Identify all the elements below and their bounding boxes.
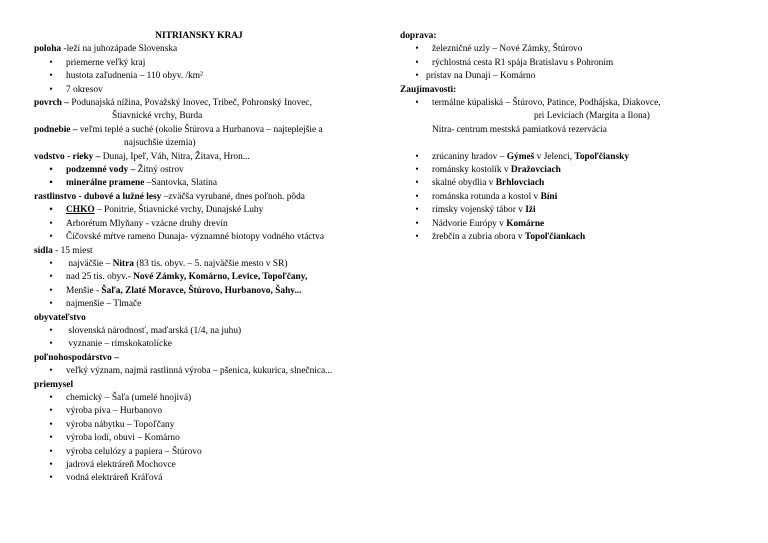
bullet-icon: •: [49, 57, 53, 68]
list-item: • veľký význam, najmä rastlinná výroba – pšenica, kukurica, slnečnica...: [34, 365, 394, 378]
bullet-icon: •: [49, 406, 53, 417]
podnebie-label: podnebie –: [34, 124, 80, 135]
left-column: [34, 30, 394, 486]
bullet-icon: •: [415, 151, 419, 162]
zaujimavosti-label: Zaujímavosti:: [400, 84, 457, 95]
chko-label: CHKO: [66, 205, 95, 216]
list-item: • výroba nábytku – Topoľčany: [34, 419, 394, 432]
poloha-text: -leží na juhozápade Slovenska: [61, 44, 178, 55]
sidla-label: sídla: [34, 245, 53, 256]
bullet-icon: •: [415, 44, 419, 55]
bullet-icon: •: [49, 392, 53, 403]
podnebie-continuation: najsuchšie územia): [124, 138, 196, 149]
list-item: • rímsky vojenský tábor v Iži: [400, 204, 750, 217]
list-item: • najväčšie – Nitra (83 tis. obyv. – 5. najväčšie mesto v SR): [34, 258, 394, 271]
poloha-label: poloha: [34, 44, 62, 55]
page-title: NITRIANSKY KRAJ: [155, 31, 243, 41]
list-item: • Číčovské mŕtve rameno Dunaja- významné biotopy vodného vtáctva: [34, 231, 394, 244]
list-item: • zrúcaniny hradov – Gýmeš v Jelenci, Topoľčiansky: [400, 151, 750, 164]
list-item: • výroba piva – Hurbanovo: [34, 405, 394, 418]
polnohospodarstvo-label: poľnohospodárstvo –: [34, 352, 119, 363]
bullet-icon: •: [49, 232, 53, 243]
bullet-icon: •: [415, 98, 419, 109]
bullet-icon: •: [49, 366, 53, 377]
bullet-icon: •: [49, 299, 53, 310]
bullet-icon: •: [49, 218, 53, 229]
povrch-line: povrch – Podunajská nížina, Považský Inovec, Tribeč, Pohronský Inovec,: [34, 98, 312, 109]
bullet-icon: •: [415, 57, 419, 68]
list-item: • vodná elektráreň Kráľová: [34, 472, 394, 485]
bullet-icon: •: [49, 419, 53, 430]
rastlinstvo-label: rastlinstvo -: [34, 191, 84, 202]
list-item: • 7 okresov: [34, 84, 394, 97]
bullet-icon: •: [49, 473, 53, 484]
priemysel-label: priemysel: [34, 379, 74, 390]
bullet-icon: •: [49, 71, 53, 82]
list-item: • železničné uzly – Nové Zámky, Štúrovo: [400, 43, 750, 56]
list-item: • prístav na Dunaji – Komárno: [400, 70, 750, 83]
list-item: • Menšie - Šaľa, Zlaté Moravce, Štúrovo, Hurbanovo, Šahy...: [34, 285, 394, 298]
list-item: • jadrová elektráreň Mochovce: [34, 459, 394, 472]
bullet-icon: •: [49, 460, 53, 470]
list-item: • Arborétum Mlyňany - vzácne druhy drevín: [34, 218, 394, 231]
list-item: • rýchlostná cesta R1 spája Bratislavu s Pohroním: [400, 57, 750, 70]
list-item: • výroba celulózy a papiera – Štúrovo: [34, 446, 394, 459]
list-item: • CHKO – Ponitrie, Štiavnické vrchy, Dunajské Luhy: [34, 204, 394, 217]
list-item: • minerálne pramene –Santovka, Slatina: [34, 177, 394, 190]
list-item: • termálne kúpaliská – Štúrovo, Patince, Podhájska, Diakovce,: [400, 97, 750, 110]
bullet-icon: •: [415, 178, 419, 189]
list-item: • najmenšie – Tlmače: [34, 298, 394, 311]
right-column: [400, 30, 750, 245]
bullet-icon: •: [49, 433, 53, 444]
list-item: • výroba lodí, obuvi – Komárno: [34, 432, 394, 445]
list-item: • románsky kostolík v Dražovciach: [400, 164, 750, 177]
bullet-icon: •: [49, 325, 53, 336]
bullet-icon: •: [415, 205, 419, 216]
list-item: • hustota zaľudnenia – 110 obyv. /km²: [34, 70, 394, 83]
doprava-label: doprava:: [400, 31, 437, 41]
rastlinstvo-line: rastlinstvo - dubové a lužné lesy –zväčša vyrubané, dnes poľnoh. pôda: [34, 191, 305, 202]
poloha-line: [34, 43, 394, 56]
list-item: • žrebčín a zubria obora v Topoľčiankach: [400, 231, 750, 244]
bullet-icon: •: [49, 285, 53, 296]
list-item: • Nádvorie Európy v Komárne: [400, 218, 750, 231]
bullet-icon: •: [49, 178, 53, 189]
bullet-icon: •: [415, 218, 419, 229]
list-item: • vyznanie – rímskokatolícke: [34, 338, 394, 351]
sidla-line: sídla - 15 miest: [34, 245, 93, 256]
list-item-continuation: pri Leviciach (Margita a Ilona): [534, 111, 650, 122]
bullet-icon: •: [49, 84, 53, 95]
list-item: • priemerne veľký kraj: [34, 57, 394, 70]
list-item: • nad 25 tis. obyv.- Nové Zámky, Komárno, Levice, Topoľčany,: [34, 271, 394, 284]
list-item: • chemický – Šaľa (umelé hnojivá): [34, 392, 394, 405]
podnebie-line: podnebie – veľmi teplé a suché (okolie Štúrova a Hurbanova – najteplejšie a: [34, 124, 323, 135]
obyvatelstvo-label: obyvateľstvo: [34, 312, 86, 323]
bullet-icon: •: [49, 446, 53, 457]
bullet-icon: •: [49, 339, 53, 350]
blank-line: [400, 137, 750, 150]
povrch-label: povrch –: [34, 98, 72, 109]
bullet-icon: •: [49, 165, 53, 176]
list-item: • skalné obydlia v Brhlovciach: [400, 177, 750, 190]
bullet-icon: •: [415, 71, 419, 82]
bullet-icon: •: [49, 272, 53, 283]
bullet-icon: •: [415, 191, 419, 202]
povrch-continuation: Štiavnické vrchy, Burda: [112, 111, 203, 122]
bullet-icon: •: [415, 165, 419, 176]
bullet-icon: •: [415, 232, 419, 243]
vodstvo-line: vodstvo - rieky – Dunaj, Ipeľ, Váh, Nitra, Žitava, Hron...: [34, 151, 250, 162]
bullet-icon: •: [49, 205, 53, 216]
list-item: • slovenská národnosť, maďarská (1/4, na juhu): [34, 325, 394, 338]
pamiatka-line: Nitra- centrum mestská pamiatková rezervácia: [432, 124, 607, 135]
list-item: • podzemné vody – Žitný ostrov: [34, 164, 394, 177]
list-item: • románska rotunda a kostol v Bíni: [400, 191, 750, 204]
vodstvo-label: vodstvo - rieky –: [34, 151, 103, 162]
bullet-icon: •: [49, 258, 53, 269]
